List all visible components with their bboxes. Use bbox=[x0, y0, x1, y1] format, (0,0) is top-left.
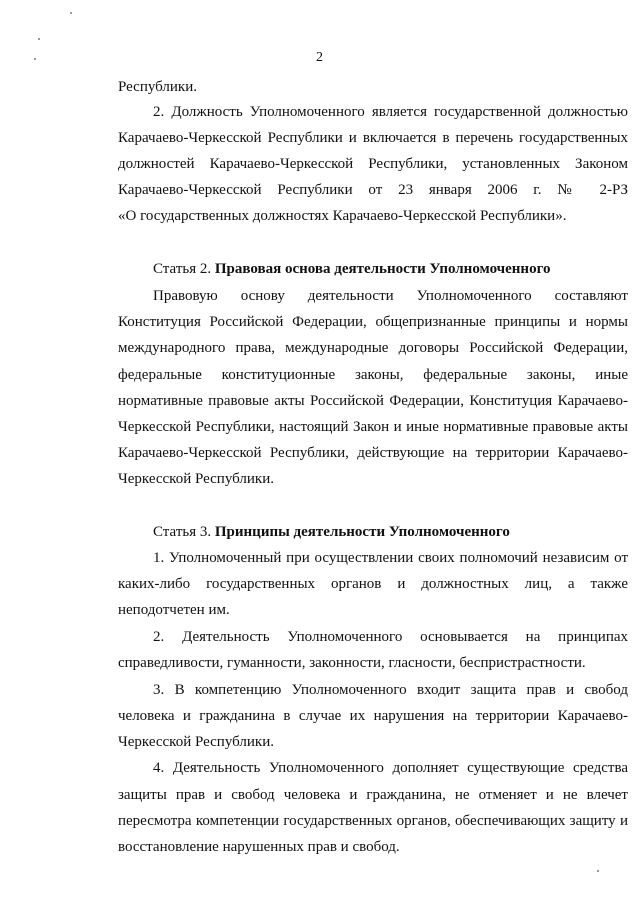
text-line: международного права, международные договоры Российской Федерации, bbox=[118, 340, 628, 356]
article-heading bbox=[153, 260, 551, 278]
text-line: федеральные конституционные законы, федеральные законы, иные bbox=[118, 367, 628, 383]
article-number: Статья 3. bbox=[153, 524, 212, 540]
text-line: 1. Уполномоченный при осуществлении своих полномочий независим от bbox=[153, 550, 628, 566]
page-number: 2 bbox=[316, 50, 323, 65]
article-title: Правовая основа деятельности Уполномоченного bbox=[214, 261, 551, 277]
text-line: Карачаево-Черкесской Республики и включается в перечень государственных bbox=[118, 130, 628, 146]
text-line: 2. Деятельность Уполномоченного основывается на принципах bbox=[153, 629, 628, 645]
text-line: каких-либо государственных органов и должностных лиц, а также bbox=[118, 576, 628, 592]
text-line: Республики. bbox=[118, 79, 197, 95]
text-line: 2. Должность Уполномоченного является государственной должностью bbox=[153, 104, 628, 120]
text-line: «О государственных должностях Карачаево-Черкесской Республики». bbox=[118, 208, 567, 224]
text-line: Черкесской Республики. bbox=[118, 471, 274, 487]
text-line: справедливости, гуманности, законности, гласности, беспристрастности. bbox=[118, 655, 586, 671]
text-line: пересмотра компетенции государственных органов, обеспечивающих защиту и bbox=[118, 813, 628, 829]
text-line: Черкесской Республики. bbox=[118, 734, 274, 750]
text-line: Правовую основу деятельности Уполномоченного составляют bbox=[153, 288, 628, 304]
text-line: 4. Деятельность Уполномоченного дополняет существующие средства bbox=[153, 760, 628, 776]
text-line: 3. В компетенцию Уполномоченного входит защита прав и свобод bbox=[153, 682, 628, 698]
text-line: Конституция Российской Федерации, общепризнанные принципы и нормы bbox=[118, 314, 628, 330]
text-line: должностей Карачаево-Черкесской Республики, установленных Законом bbox=[118, 156, 628, 172]
article-title: Принципы деятельности Уполномоченного bbox=[214, 524, 510, 540]
text-line: Карачаево-Черкесской Республики, действующие на территории Карачаево- bbox=[118, 445, 628, 461]
text-line: защиты прав и свобод человека и гражданина, не отменяет и не влечет bbox=[118, 787, 628, 803]
text-line: человека и гражданина в случае их нарушения на территории Карачаево- bbox=[118, 708, 628, 724]
text-line: Карачаево-Черкесской Республики от 23 января 2006 г. № 2-РЗ bbox=[118, 182, 628, 198]
article-number: Статья 2. bbox=[153, 261, 212, 277]
text-line: восстановление нарушенных прав и свобод. bbox=[118, 839, 400, 855]
article-heading bbox=[153, 523, 510, 541]
text-line: неподотчетен им. bbox=[118, 602, 230, 618]
text-line: Черкесской Республики, настоящий Закон и иные нормативные правовые акты bbox=[118, 419, 628, 435]
text-line: нормативные правовые акты Российской Федерации, Конституция Карачаево- bbox=[118, 393, 628, 409]
